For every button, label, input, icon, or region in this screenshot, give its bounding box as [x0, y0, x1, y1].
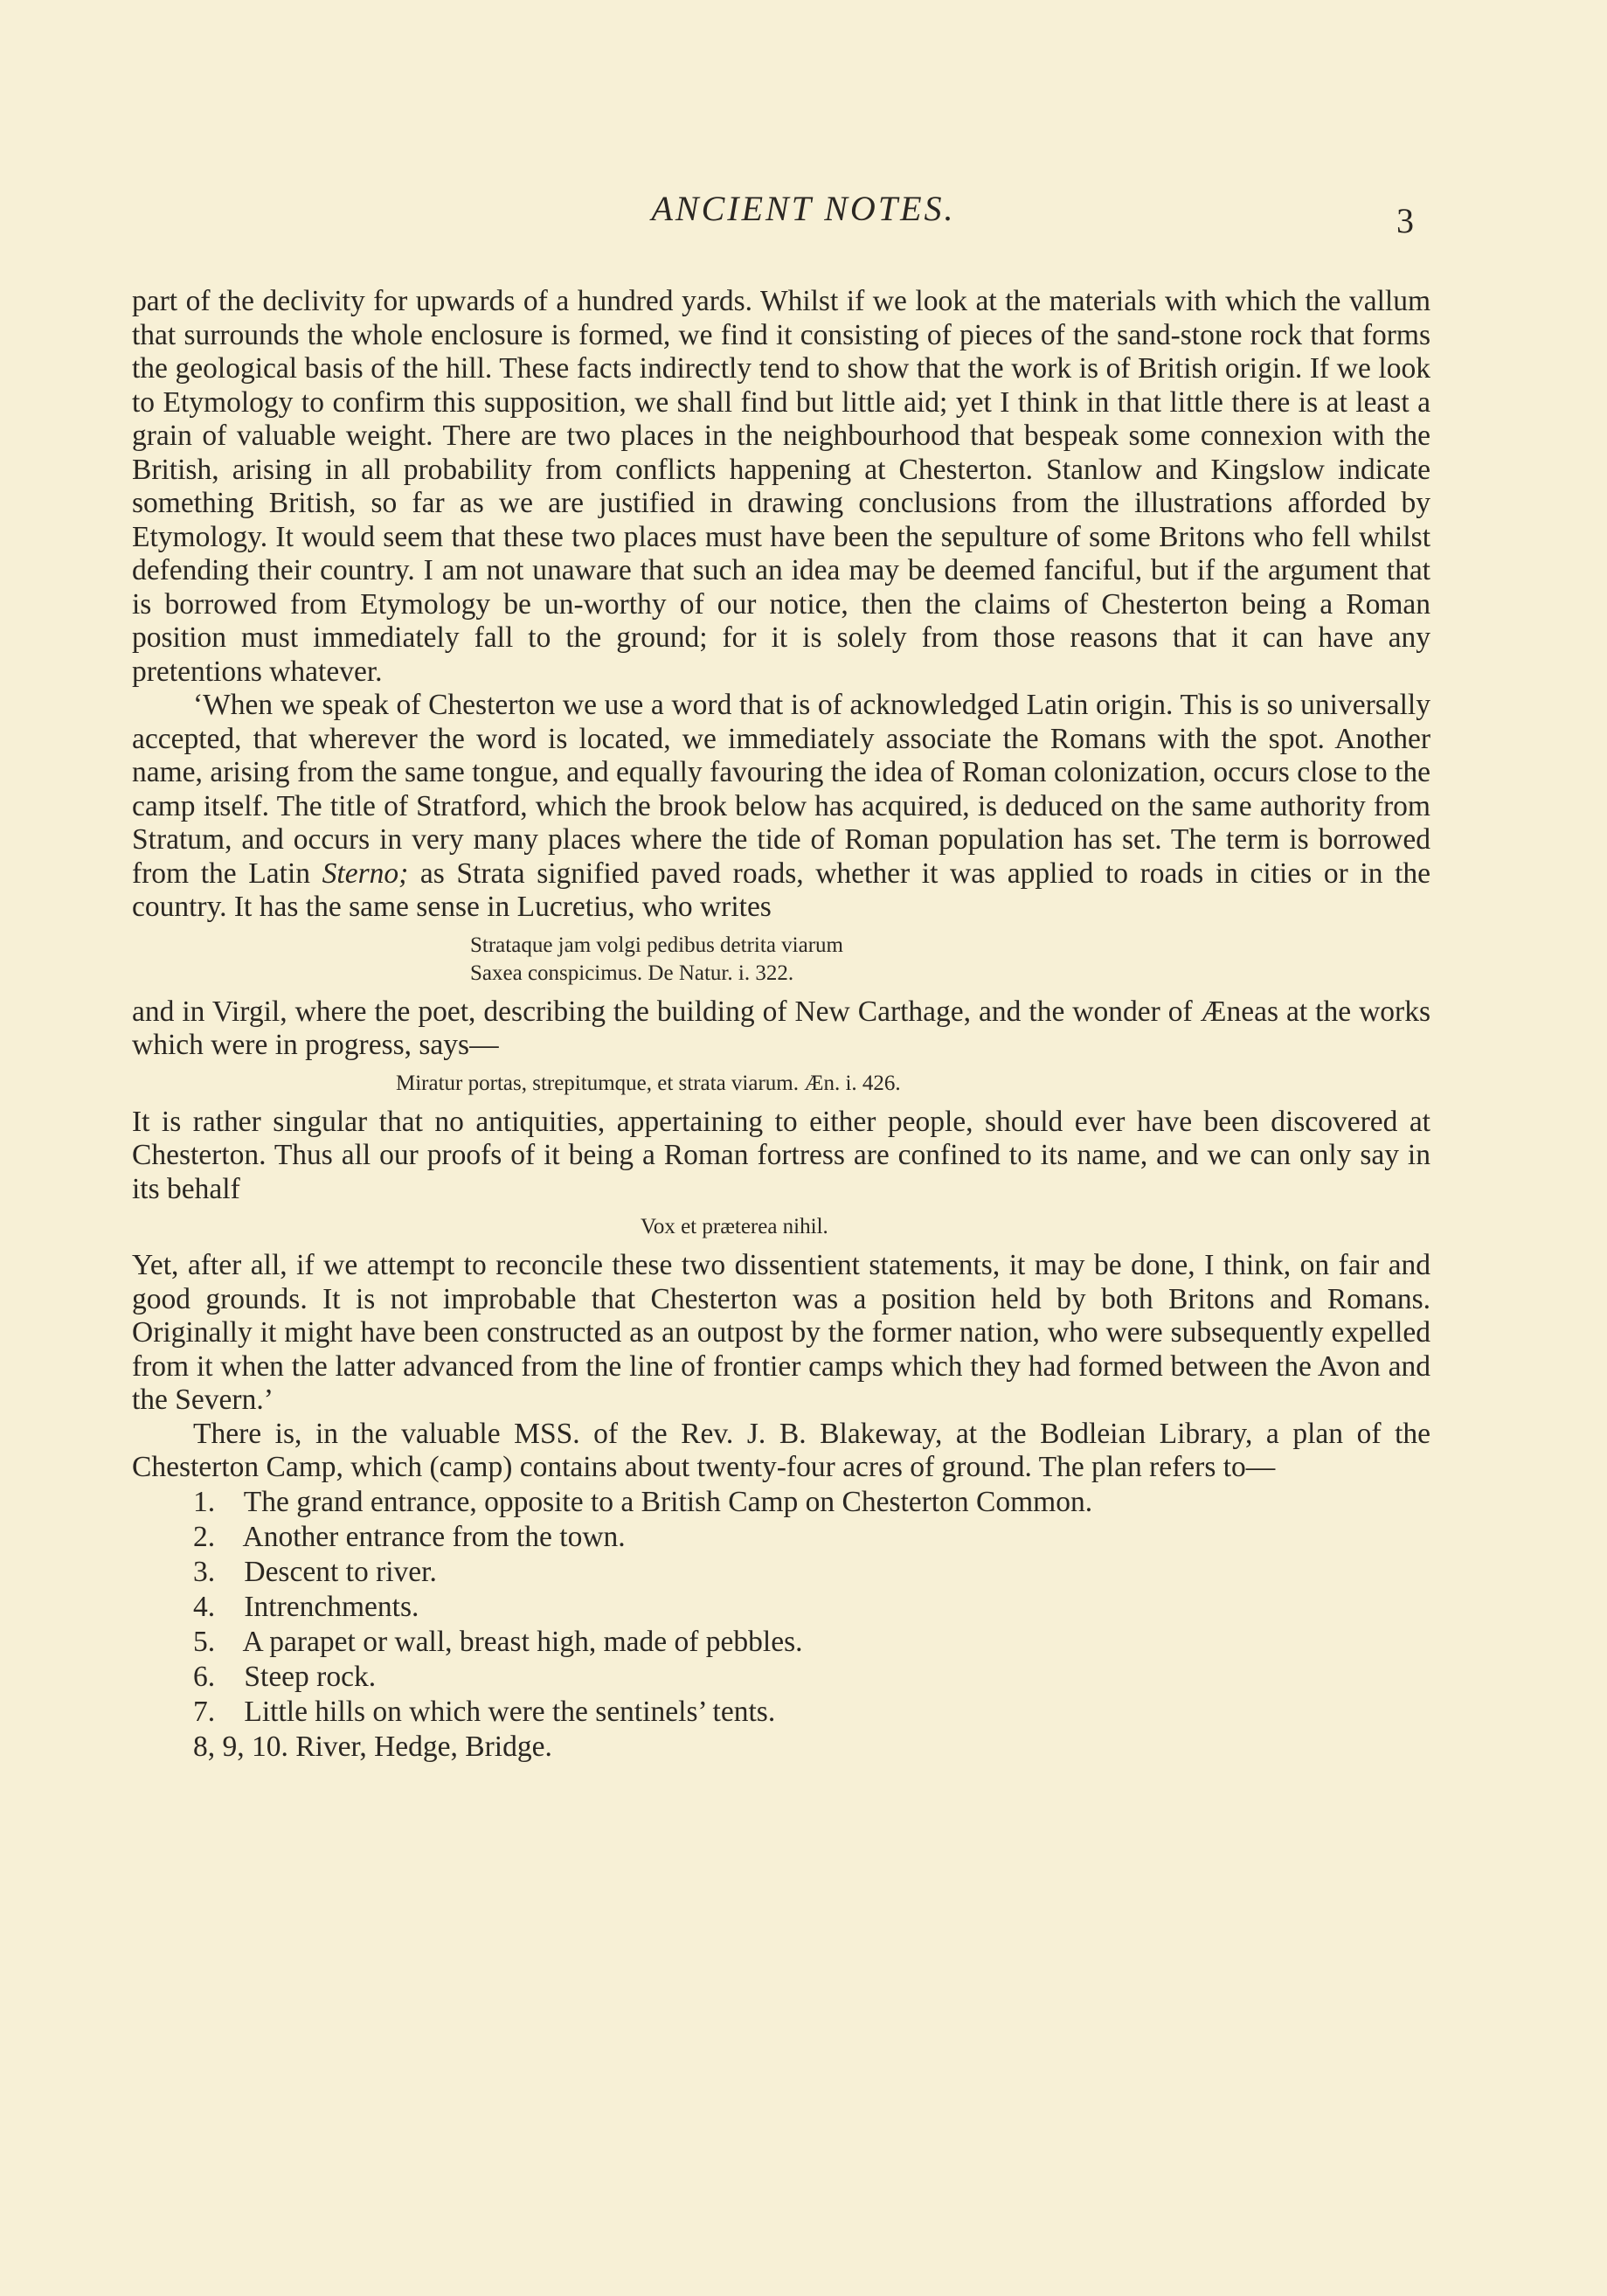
list-item-number: 4. — [193, 1590, 216, 1623]
page-number: 3 — [1396, 201, 1414, 240]
list-item-number: 7. — [193, 1695, 216, 1728]
latin-term: Sterno; — [322, 857, 409, 890]
paragraph-1: part of the declivity for upwards of a hundred yards. Whilst if we look at the materials with which the vallum that surrounds the whole enclosure is formed, we find it consisting of pieces of the sand-stone rock that forms the geological basis of the hill. These facts indirectly tend to show that the work is of British origin. If we look to Etymology to confirm this supposition, we shall find but little aid; yet I think in that little there is at least a grain of valuable weight. There are two places in the neighbourhood that bespeak some connexion with the British, arising in all probability from conflicts happening at Chesterton. Stanlow and Kingslow indicate something British, so far as we are justified in drawing conclusions from the illustrations afforded by Etymology. It would seem that these two places must have been the sepulture of some Britons who fell whilst defending their country. I am not unaware that such an idea may be deemed fanciful, but if the argument that is borrowed from Etymology be un-worthy of our notice, then the claims of Chesterton being a Roman position must immediately fall to the ground; for it is solely from those reasons that it can have any pretentions whatever. — [132, 285, 1430, 688]
paragraph-5: Yet, after all, if we attempt to reconcile these two dissentient statements, it may be done, I think, on fair and good grounds. It is not improbable that Chesterton was a position held by both Britons and Romans. Originally it might have been constructed as an outpost by the former nation, who were subsequently expelled from it when the latter advanced from the line of frontier camps which they had formed between the Avon and the Severn.’ — [132, 1249, 1430, 1416]
page-header — [0, 188, 1607, 240]
list-item-number: 6. — [193, 1660, 216, 1693]
paragraph-6: There is, in the valuable MSS. of the Rev. J. B. Blakeway, at the Bodleian Library, a plan of the Chesterton Camp, which (camp) contains about twenty-four acres of ground. The plan refers to— — [132, 1417, 1430, 1483]
list-item-text: Intrenchments. — [244, 1590, 419, 1623]
list-item-text: The grand entrance, opposite to a British Camp on Chesterton Common. — [243, 1485, 1093, 1518]
quote-virgil-line: Miratur portas, strepitumque, et strata viarum. Æn. i. 426. — [396, 1071, 901, 1095]
paragraph-3: and in Virgil, where the poet, describing the building of New Carthage, and the wonder of Æneas at the works which were in progress, says— — [132, 995, 1430, 1061]
paragraph-2-text-a: ‘When we speak of Chesterton we use a word that is of acknowledged Latin origin. This is so universally accepted, that wherever the word is located, we immediately associate the Romans with the spot. Another name, arising from the same tongue, and equally favouring the idea of Roman colonization, occurs close to the camp itself. The title of Stratford, which the brook below has acquired, is deduced on the same authority from Stratum, and occurs in very many places where the tide of Roman population has set. The term is borrowed from the Latin — [132, 689, 1430, 890]
list-item-text: A parapet or wall, breast high, made of pebbles. — [242, 1625, 803, 1658]
quote-lucretius-line-2: Saxea conspicimus. De Natur. i. 322. — [470, 961, 794, 985]
list-item — [193, 1520, 1430, 1555]
quote-vox — [132, 1213, 1430, 1241]
plan-list — [132, 1485, 1430, 1765]
quote-vox-line: Vox et præterea nihil. — [641, 1215, 828, 1238]
list-item — [193, 1695, 1430, 1730]
list-item-text: Steep rock. — [244, 1660, 377, 1693]
body-text — [132, 285, 1430, 1765]
list-item-number: 3. — [193, 1555, 216, 1588]
quote-virgil — [132, 1070, 1430, 1098]
list-item — [193, 1485, 1430, 1520]
quote-lucretius-line-1: Strataque jam volgi pedibus detrita viarum — [470, 933, 843, 957]
list-item-text: Another entrance from the town. — [242, 1520, 626, 1553]
list-item-text: River, Hedge, Bridge. — [295, 1730, 552, 1763]
list-item — [193, 1555, 1430, 1590]
running-title: ANCIENT NOTES. — [651, 189, 956, 228]
list-item — [193, 1660, 1430, 1695]
list-item — [193, 1590, 1430, 1625]
paragraph-4: It is rather singular that no antiquities, appertaining to either people, should ever have been discovered at Chesterton. Thus all our proofs of it being a Roman fortress are confined to its name, and we can only say in its behalf — [132, 1105, 1430, 1205]
list-item-number: 1. — [193, 1485, 216, 1518]
list-item — [193, 1730, 1430, 1765]
list-item — [193, 1625, 1430, 1660]
list-item-number: 5. — [193, 1625, 216, 1658]
list-item-number: 2. — [193, 1520, 216, 1553]
paragraph-2 — [132, 689, 1430, 925]
paragraph-2-text-b: as Strata signified paved roads, whether it was applied to roads in cities or in the country. It has the same sense in Lucretius, who writes — [132, 857, 1430, 923]
list-item-text: Descent to river. — [244, 1555, 437, 1588]
list-item-text: Little hills on which were the sentinels’ tents. — [244, 1695, 776, 1728]
list-item-number: 8, 9, 10. — [193, 1730, 288, 1763]
quote-lucretius — [132, 932, 1430, 988]
